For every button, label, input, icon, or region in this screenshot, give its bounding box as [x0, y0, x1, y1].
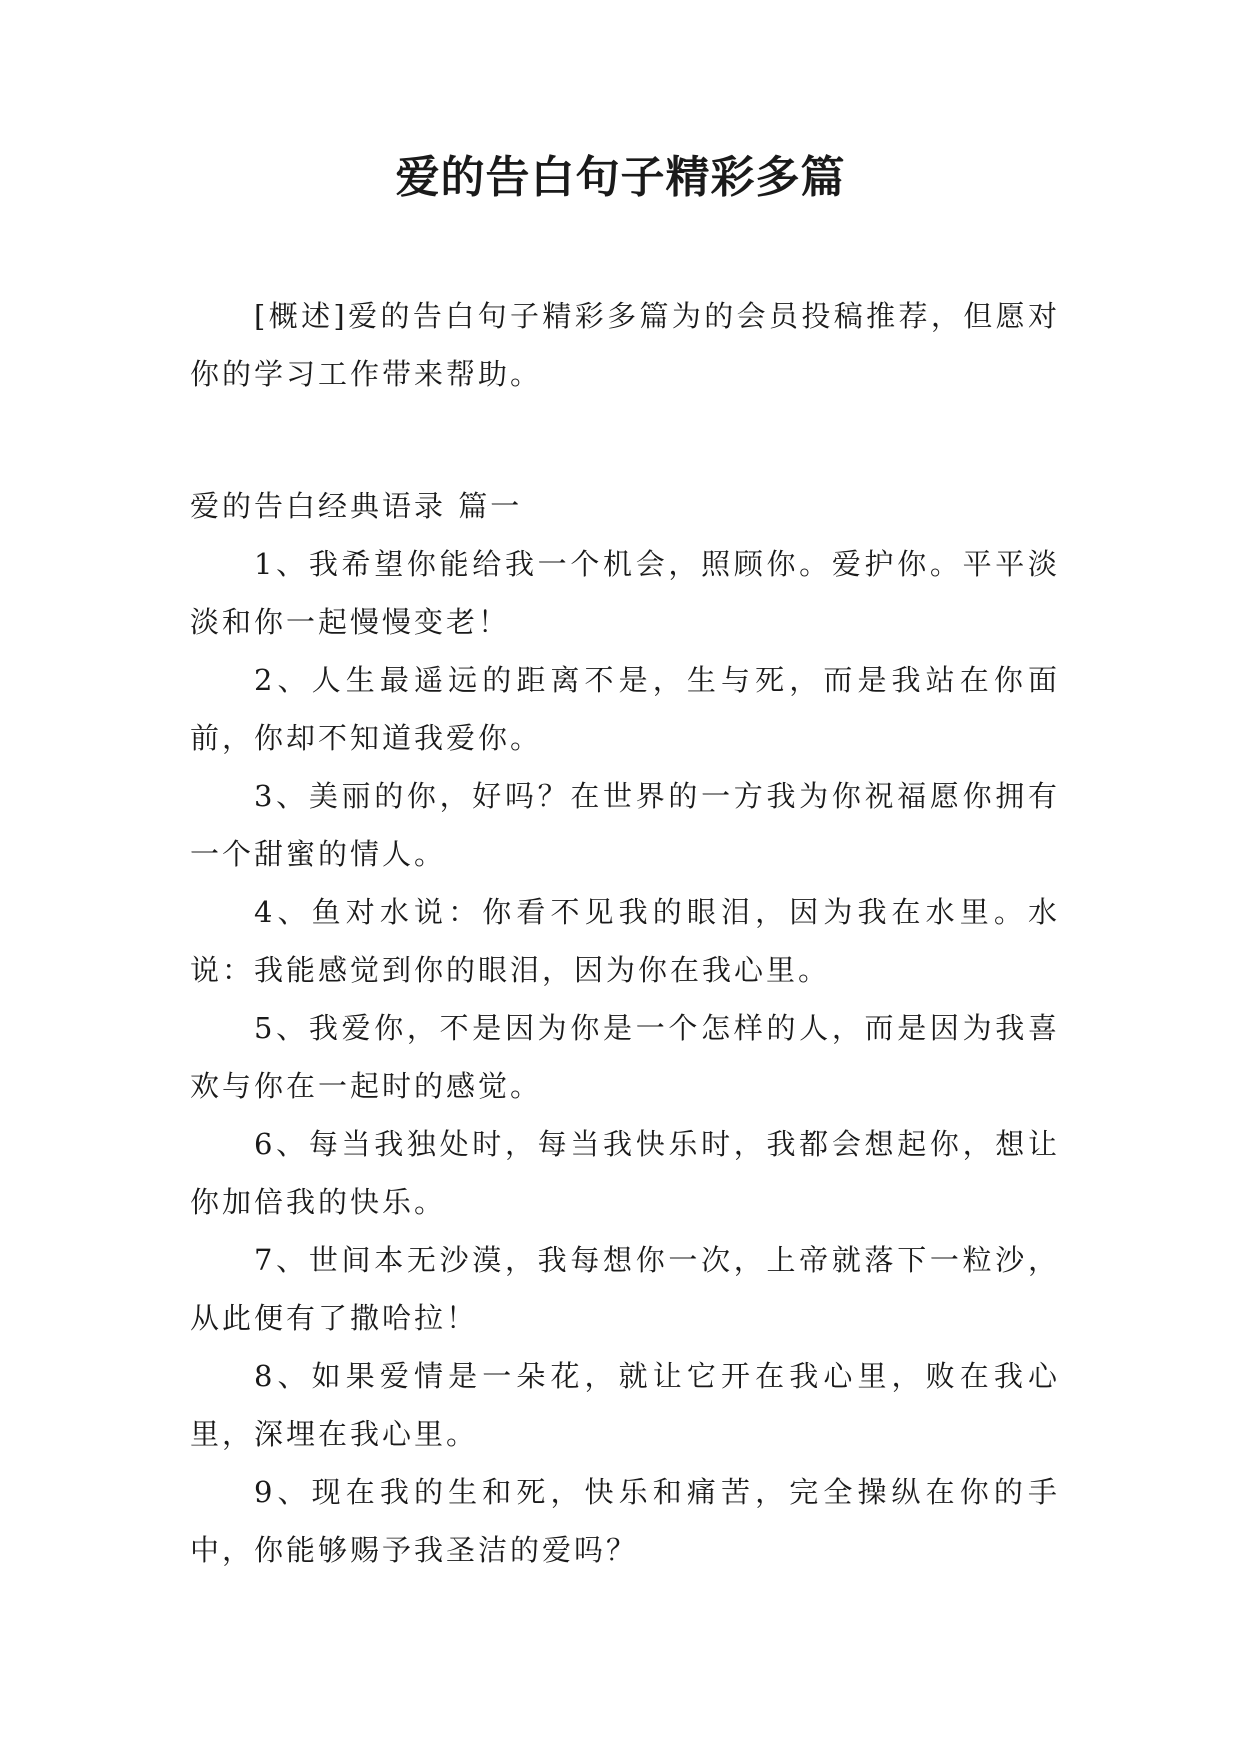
- list-item: 8、如果爱情是一朵花，就让它开在我心里，败在我心里，深埋在我心里。: [190, 1359, 1060, 1451]
- list-item: 9、现在我的生和死，快乐和痛苦，完全操纵在你的手中，你能够赐予我圣洁的爱吗？: [190, 1475, 1060, 1567]
- list-item: 4、鱼对水说：你看不见我的眼泪，因为我在水里。水说：我能感觉到你的眼泪，因为你在我心里。: [190, 895, 1060, 987]
- list-item: 3、美丽的你，好吗？在世界的一方我为你祝福愿你拥有一个甜蜜的情人。: [190, 779, 1060, 871]
- list-item: 7、世间本无沙漠，我每想你一次，上帝就落下一粒沙，从此便有了撒哈拉！: [190, 1243, 1060, 1335]
- spacer: [190, 403, 1060, 477]
- list-item: 2、人生最遥远的距离不是，生与死，而是我站在你面前，你却不知道我爱你。: [190, 663, 1060, 755]
- list-item: 6、每当我独处时，每当我快乐时，我都会想起你，想让你加倍我的快乐。: [190, 1127, 1060, 1219]
- document-body: [190, 287, 1060, 1579]
- list-item: 5、我爱你，不是因为你是一个怎样的人，而是因为我喜欢与你在一起时的感觉。: [190, 1011, 1060, 1103]
- summary-paragraph: [概述]爱的告白句子精彩多篇为的会员投稿推荐，但愿对你的学习工作带来帮助。: [190, 299, 1060, 391]
- document-title: 爱的告白句子精彩多篇: [395, 152, 846, 203]
- section-heading: 爱的告白经典语录 篇一: [190, 489, 523, 523]
- list-item: 1、我希望你能给我一个机会，照顾你。爱护你。平平淡淡和你一起慢慢变老！: [190, 547, 1060, 639]
